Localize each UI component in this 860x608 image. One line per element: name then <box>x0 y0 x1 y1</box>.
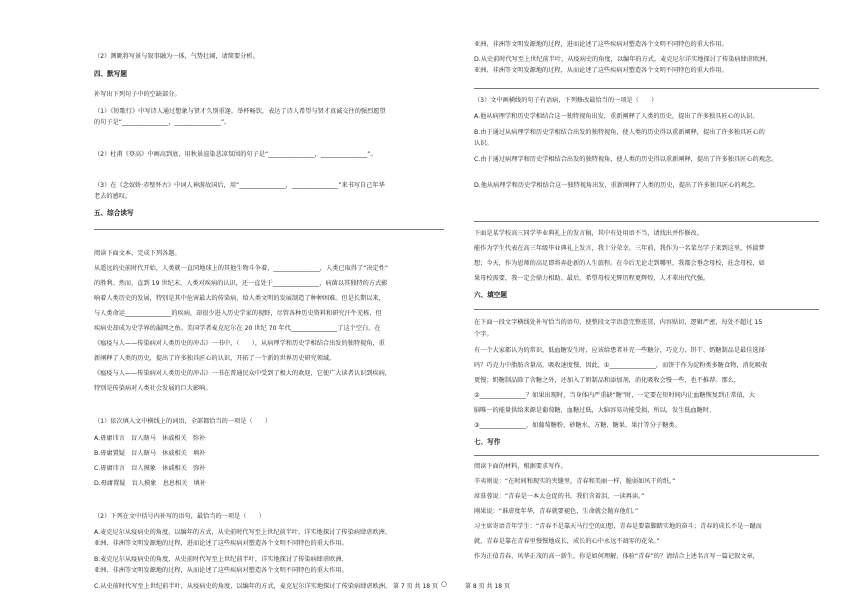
text-line: D.他从病理学和历史学相结合这一独特视角出发，重新阐释了人类的历史，提出了许多独具匠心的观念。 <box>474 182 760 189</box>
text-line: B.毋庸置疑 盲人瞎马 休戚相关 填补 <box>94 450 206 457</box>
text-line: 习主席寄语青年学生：“青春不是靠天马行空的幻想，青春是要靠脚踏实地的奋斗；青春的成长不是一蹴而 <box>474 523 762 530</box>
text-line: 的句子是“_______________，_______________”。 <box>94 119 231 126</box>
text-line: 刚果说：“谁虚度年华，青春就要褪色，生命就会抛弃他们。” <box>474 508 639 515</box>
text-line: 更慢；奶糖制品除了含糖之外，还加入了奶制品和添加剂，消化吸收会慢一些，也不推荐。那么， <box>474 377 741 384</box>
text-line: （1）依次填入文中横线上的词语，全部都恰当的一项是（ ） <box>94 418 272 425</box>
text-line: 阅读下面文本，完成下列各题。 <box>94 250 181 257</box>
text-line: 认识。 <box>474 140 493 147</box>
text-line: 果母校需要，我一定会鼎力相助。最后，希望母校光辉历程更辉煌，人才辈出代代强。 <box>474 275 710 282</box>
text-line: 《瘟疫与人——传染病对人类历史的冲击》一书中，（ ），从病理学和历史学相结合出发的独特视角，重 <box>94 340 385 347</box>
text-line: 从遥远的史前时代开始，人类就一直同地球上的其他生物斗争着，_______________，人类已取得了“决定性” <box>94 265 389 272</box>
text-line: ③_______________，如葡萄糖粉、砂糖水、方糖、糖果、果汁等分子糖类。 <box>474 422 681 429</box>
text-line: B.麦克尼尔从疫病史的角度，从史前时代写至上世纪前半叶，详实地探讨了传染病肆虐欧洲、 <box>94 556 348 563</box>
text-line: （2）测眺将写景与叙事融为一体，气势壮阔，请简要分析。 <box>94 53 259 60</box>
section-heading: 七、写作 <box>474 438 501 446</box>
text-line: B.由于通过从病理学和历史学相结合出发的独特视角，使人类的历史得以重新阐释，提出了许多独具匠心的 <box>474 129 765 136</box>
text-line: 亚洲、非洲等文明发源地的过程，从而论述了这些疾病对塑造各个文明不同特色的重大作用。 <box>474 67 728 74</box>
text-line: 就，青春是靠在青春里慢慢地成长，成长的心中永远不凋零的花朵。” <box>474 538 660 545</box>
text-line: 席慕蓉说：“青春是一本太仓促的书，我们含着泪，一读再读。” <box>474 493 645 500</box>
text-line: （1）《短歌行》中写诗人通过想象与贤才久别重逢，举杯畅饮，表达了诗人希望与贤才真诚交往的强烈愿望 <box>94 108 386 115</box>
section-divider <box>94 229 444 230</box>
text-line: ②_______________？如果出现时，当身体内严重缺“糖”时，一定要在短时间内让血糖恢复到正常值，大 <box>474 392 756 399</box>
text-line: 亚洲、非洲等文明发源地的过程，进而论述了这些疾病对塑造各个文明不同特色的重大作用。 <box>474 41 728 48</box>
text-line: 亚洲、非洲等文明发源地的过程，进而论述了这些疾病对塑造各个文明不同特色的重大作用。 <box>94 540 348 547</box>
text-line: （2）下列在文中括号内补写的语句，最恰当的一项是（ ） <box>94 513 265 520</box>
text-line: 疾病史却成为史学界的漏网之鱼。美国学者麦克尼尔在 20 世纪 70 年代_______________了这个空白。在 <box>94 325 381 332</box>
text-line: （3）文中画横线的句子有语病，下列修改最恰当的一项是（ ） <box>474 97 658 104</box>
text-line: 响着人类历史的发展，特别是其中危害最大的传染病，给人类文明的发展制造了种种困难。但是长期以来， <box>94 295 385 302</box>
text-line: 想；今天，作为恩师的高足即将奔赴新的人生旅程。在今后无论走到哪里，我都会垂念母校，拄念母校，如 <box>474 260 765 267</box>
page-number-right: 第 8 页 共 18 页 <box>465 583 510 590</box>
text-line: D.从史前时代写至上世纪前半叶，从疫病史的角度，以编年的方式，麦克尼尔详实地探讨了传染病肆虐欧洲、 <box>474 56 772 63</box>
section-heading: 四、默写题 <box>94 70 127 78</box>
section-heading: 六、填空题 <box>474 291 507 299</box>
text-line: 新阐释了人类的历史，提出了许多独具匠心的认识，开拓了一个新的世界历史研究领域。 <box>94 355 336 362</box>
text-line: 老去的感叹。 <box>94 193 132 200</box>
text-line: A.麦克尼尔从疫病史的角度，以编年的方式，从史前时代写至上世纪前半叶，详实地探讨了传染病肆虐欧洲、 <box>94 529 391 536</box>
text-line: 下面是某学校高三同学毕业典礼上的发言稿，其中有处用语不当，请找出并作修改。 <box>474 230 703 237</box>
text-line: 脑唯一的能量供给来源是葡萄糖，血糖过低，大脑容易功能受损，所以，发生低血糖时， <box>474 407 716 414</box>
text-line: C.毋庸讳言 盲人摸象 休戚相关 弥补 <box>94 465 206 472</box>
text-line: D.毋庸置疑 盲人摸象 息息相关 填补 <box>94 480 206 487</box>
text-line: A.毋庸讳言 盲人瞎马 休戚相关 弥补 <box>94 435 206 442</box>
text-line: 亚洲、非洲等文明发源地的过程，从而论述了这些疾病对塑造各个文明不同特色的重大作用。 <box>94 567 348 574</box>
text-line: 补写出下列句子中的空缺部分。 <box>94 91 181 98</box>
text-line: 有一个大家都认为的常识，低血糖发生时，应该给患者补充一些糖分，巧克力、饼干、奶糖制品是最佳选择 <box>474 347 765 354</box>
text-line: 阅读下面的材料，根据要求写作。 <box>474 463 567 470</box>
section-divider <box>474 221 819 222</box>
text-line: 与人类命运_______________的疾病，却很少进入历史学家的视野，尽管各种历史资料和研究汗牛充栋，但 <box>94 310 382 317</box>
text-line: C.由于通过病理学和历史学相结合出发的独特视角，使人类的历史得以重新阐释，提出了许多独具匠心的观念。 <box>474 156 778 163</box>
text-line: （2）杜甫《登高》中画高到底，用秋景渲染悲凉氛围的句子是“_______________，_______________”。 <box>94 151 377 158</box>
text-line: 在下面一段文字横线处补写恰当的语句，使整段文字语意完整连贯，内容贴切，逻辑严密，每处不超过 15 <box>474 319 763 326</box>
text-line: 吗？巧克力中脂肪含量高，吸收速度慢，因此，①_______________，而饼干作为淀粉类多糖食物，消化吸收 <box>474 362 768 369</box>
section-divider <box>474 309 819 310</box>
text-line: A.他从病理学和历史学相结合这一独特视角出发，重新阐释了人类的历史，提出了许多独具匠心的认识。 <box>474 113 759 120</box>
text-line: 作为正值青春、风华正茂的高一新生，你是如何理解、体验“青春”的？请结合上述名言写一篇记叙文章， <box>474 553 759 560</box>
text-line: C.从史前时代写至上世纪前半叶，从疫病史的角度，以编年的方式，麦克尼尔详实地探讨了传染病肆虐欧洲、 <box>94 583 392 590</box>
text-line: 能作为学生代表在高三年级毕业典礼上发言，我十分荣幸。三年前，我作为一名菜鸟学子来到这里，怀揣梦 <box>474 245 765 252</box>
page-divider-circle: ○ <box>441 580 448 588</box>
text-line: （3）在《念奴娇·赤壁怀古》中词人神游故国后，用“_______________，_______________”来书写自己年华 <box>94 182 385 189</box>
text-line: 的胜利。然而，直到 19 世纪末，人类对疾病的认识，还一直处于_______________，病菌以其独特的方式影 <box>94 280 388 287</box>
page-number-left: 第 7 页 共 18 页 <box>393 583 438 590</box>
text-line: 特别是传染病对人类社会发展的巨大影响。 <box>94 385 212 392</box>
section-divider <box>474 88 819 89</box>
text-line: 辛夷则说：“在时间和现实的夹缝里，青春和美丽一样，脆弱如风干的纸。” <box>474 478 676 485</box>
section-heading: 五、综合读写 <box>94 209 134 217</box>
text-line: 个字。 <box>474 331 493 338</box>
text-line: 《瘟疫与人——传染病对人类历史的冲击》一书在普通民众中受到了极大的欢迎，它使广大读者认识到疾病， <box>94 370 391 377</box>
section-divider <box>474 455 819 456</box>
